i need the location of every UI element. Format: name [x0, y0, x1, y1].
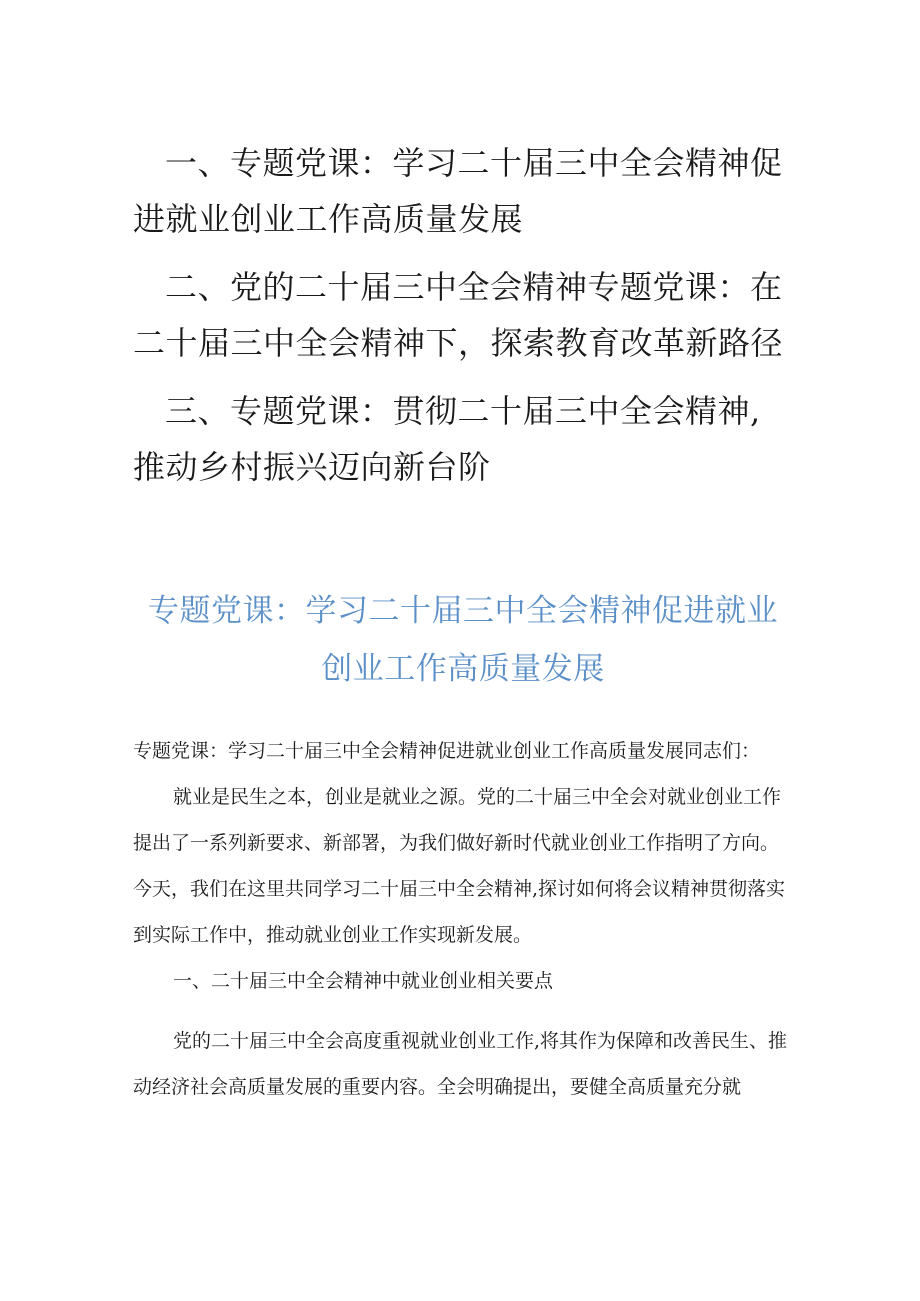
section-heading: 一、二十届三中全会精神中就业创业相关要点	[173, 970, 554, 992]
toc-item-1[interactable]: 一、专题党课：学习二十届三中全会精神促进就业创业工作高质量发展	[133, 144, 783, 238]
toc-item-2[interactable]: 二、党的二十届三中全会精神专题党课：在二十届三中全会精神下，探索教育改革新路径	[133, 268, 784, 362]
toc-item-3[interactable]: 三、专题党课：贯彻二十届三中全会精神,推动乡村振兴迈向新台阶	[133, 392, 761, 486]
salutation-paragraph: 专题党课：学习二十届三中全会精神促进就业创业工作高质量发展同志们：	[133, 740, 761, 762]
article-title: 专题党课：学习二十届三中全会精神促进就业创业工作高质量发展	[148, 593, 778, 687]
table-of-contents	[133, 135, 793, 507]
article-body	[133, 728, 793, 1110]
body-paragraph: 党的二十届三中全会高度重视就业创业工作,将其作为保障和改善民生、推动经济社会高质量发展的重要内容。全会明确提出，要健全高质量充分就	[133, 1030, 788, 1098]
body-paragraph: 就业是民生之本，创业是就业之源。党的二十届三中全会对就业创业工作提出了一系列新要求、新部署，为我们做好新时代就业创业工作指明了方向。今天，我们在这里共同学习二十届三中全会精神,探讨如何将会议精神贯彻落实到实际工作中，推动就业创业工作实现新发展。	[133, 786, 786, 946]
